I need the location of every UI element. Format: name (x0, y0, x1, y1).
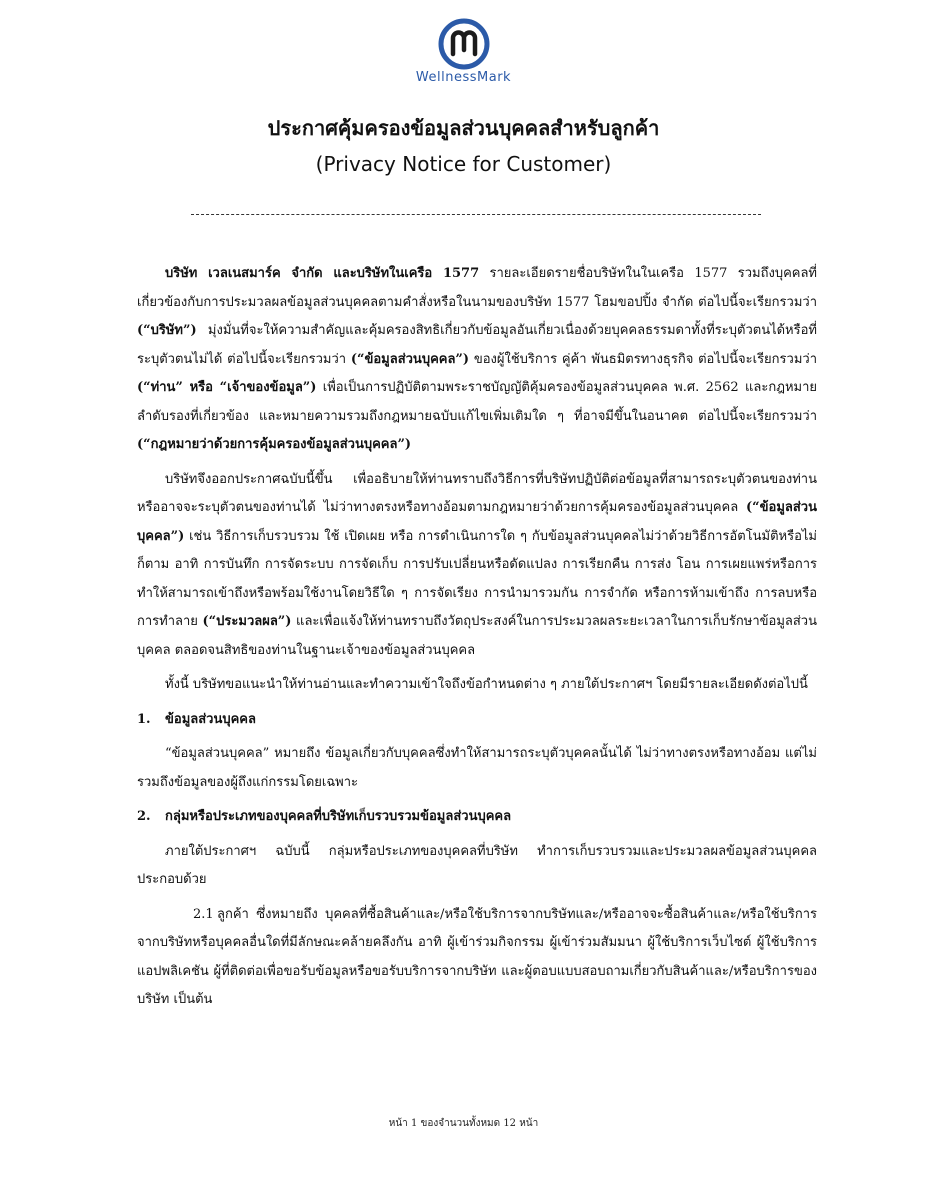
company-name: บริษัท เวลเนสมาร์ค จำกัด และบริษัทในเครือ 1577 (165, 266, 480, 281)
page-subtitle: (Privacy Notice for Customer) (315, 152, 612, 176)
intro-paragraph-3: ทั้งนี้ บริษัทขอแนะนำให้ท่านอ่านและทำความเข้าใจถึงข้อกำหนดต่าง ๆ ภายใต้ประกาศฯ โดยมีรายละเอียดดังต่อไปนี้ (165, 677, 808, 692)
page-footer: หน้า 1 ของจำนวนทั้งหมด 12 หน้า (388, 1118, 539, 1129)
section-2-body: ภายใต้ประกาศฯ ฉบับนี้ กลุ่มหรือประเภทของบุคคลที่บริษัท ทำการเก็บรวบรวมและประมวลผลข้อมูลส่วนบุคคล ประกอบด้วย (137, 843, 817, 887)
divider (191, 214, 761, 215)
logo-text: WellnessMark (415, 70, 512, 85)
intro-paragraph-1: บริษัท เวลเนสมาร์ค จำกัด และบริษัทในเครือ 1577 รายละเอียดรายชื่อบริษัทในในเครือ 1577 รวมถึงบุคคลที่เกี่ยวข้องกับการประมวลผลข้อมูลส่วนบุคคลตามคำสั่งหรือในนามของบริษัท 1577 โฮมขอปปิ้ง จำกัด ต่อไปนี้จะเรียกรวมว่า (“บริษัท”) มุ่งมั่นที่จะให้ความสำคัญและคุ้มครองสิทธิเกี่ยวกับข้อมูลอันเกี่ยวเนื่องด้วยบุคคลธรรมดาทั้งที่ระบุตัวตนได้หรือที่ระบุตัวตนไม่ได้ ต่อไปนี้จะเรียกรวมว่า (“ข้อมูลส่วนบุคคล”) ของผู้ใช้บริการ คู่ค้า พันธมิตรทางธุรกิจ ต่อไปนี้จะเรียกรวมว่า (“ท่าน” หรือ “เจ้าของข้อมูล”) เพื่อเป็นการปฏิบัติตามพระราชบัญญัติคุ้มครองข้อมูลส่วนบุคคล พ.ศ. 2562 และกฎหมายลำดับรองที่เกี่ยวข้อง และหมายความรวมถึงกฎหมายฉบับแก้ไขเพิ่มเติมใด ๆ ที่อาจมีขึ้นในอนาคต ต่อไปนี้จะเรียกรวมว่า (“กฎหมายว่าด้วยการคุ้มครองข้อมูลส่วนบุคคล”) (137, 266, 817, 452)
section-1-heading: 1. ข้อมูลส่วนบุคคล (137, 711, 256, 727)
page-title: ประกาศคุ้มครองข้อมูลส่วนบุคคลสำหรับลูกค้า (267, 116, 660, 140)
logo (0, 18, 927, 85)
document-body (137, 260, 817, 1021)
section-2-heading: 2. กลุ่มหรือประเภทของบุคคลที่บริษัทเก็บรวบรวมข้อมูลส่วนบุคคล (137, 809, 512, 824)
wellnessmark-logo-icon (438, 18, 490, 70)
intro-paragraph-2: บริษัทจึงออกประกาศฉบับนี้ขึ้น เพื่ออธิบายให้ท่านทราบถึงวิธีการที่บริษัทปฏิบัติต่อข้อมูลที่สามารถระบุตัวตนของท่าน หรืออาจจะระบุตัวตนของท่านได้ ไม่ว่าทางตรงหรือทางอ้อมตามกฎหมายว่าด้วยการคุ้มครองข้อมูลส่วนบุคคล (“ข้อมูลส่วนบุคคล”) เช่น วิธีการเก็บรวบรวม ใช้ เปิดเผย หรือ การดำเนินการใด ๆ กับข้อมูลส่วนบุคคลไม่ว่าด้วยวิธีการอัตโนมัติหรือไม่ก็ตาม อาทิ การบันทึก การจัดระบบ การจัดเก็บ การปรับเปลี่ยนหรือดัดแปลง การเรียกคืน การส่ง โอน การเผยแพร่หรือการทำให้สามารถเข้าถึงหรือพร้อมใช้งานโดยวิธีใด ๆ การจัดเรียง การนำมารวมกัน การจำกัด หรือการห้ามเข้าถึง การลบหรือการทำลาย (“ประมวลผล”) และเพื่อแจ้งให้ท่านทราบถึงวัตถุประสงค์ในการประมวลผลระยะเวลาในการเก็บรักษาข้อมูลส่วนบุคคล ตลอดจนสิทธิของท่านในฐานะเจ้าของข้อมูลส่วนบุคคล (137, 471, 817, 658)
section-1-body: “ข้อมูลส่วนบุคคล” หมายถึง ข้อมูลเกี่ยวกับบุคคลซึ่งทำให้สามารถระบุตัวบุคคลนั้นได้ ไม่ว่าทางตรงหรือทางอ้อม แต่ไม่รวมถึงข้อมูลของผู้ถึงแก่กรรมโดยเฉพาะ (137, 746, 817, 790)
section-2-1-item: 2.1 ลูกค้า ซึ่งหมายถึง บุคคลที่ซื้อสินค้าและ/หรือใช้บริการจากบริษัทและ/หรืออาจจะซื้อสินค้าและ/หรือใช้บริการจากบริษัทหรือบุคคลอื่นใดที่มีลักษณะคล้ายคลึงกัน อาทิ ผู้เข้าร่วมกิจกรรม ผู้เข้าร่วมสัมมนา ผู้ใช้บริการเว็บไซต์ ผู้ใช้บริการแอปพลิเคชัน ผู้ที่ติดต่อเพื่อขอรับข้อมูลหรือขอรับบริการจากบริษัท และผู้ตอบแบบสอบถามเกี่ยวกับสินค้าและ/หรือบริการของบริษัท เป็นต้น (137, 906, 817, 1007)
